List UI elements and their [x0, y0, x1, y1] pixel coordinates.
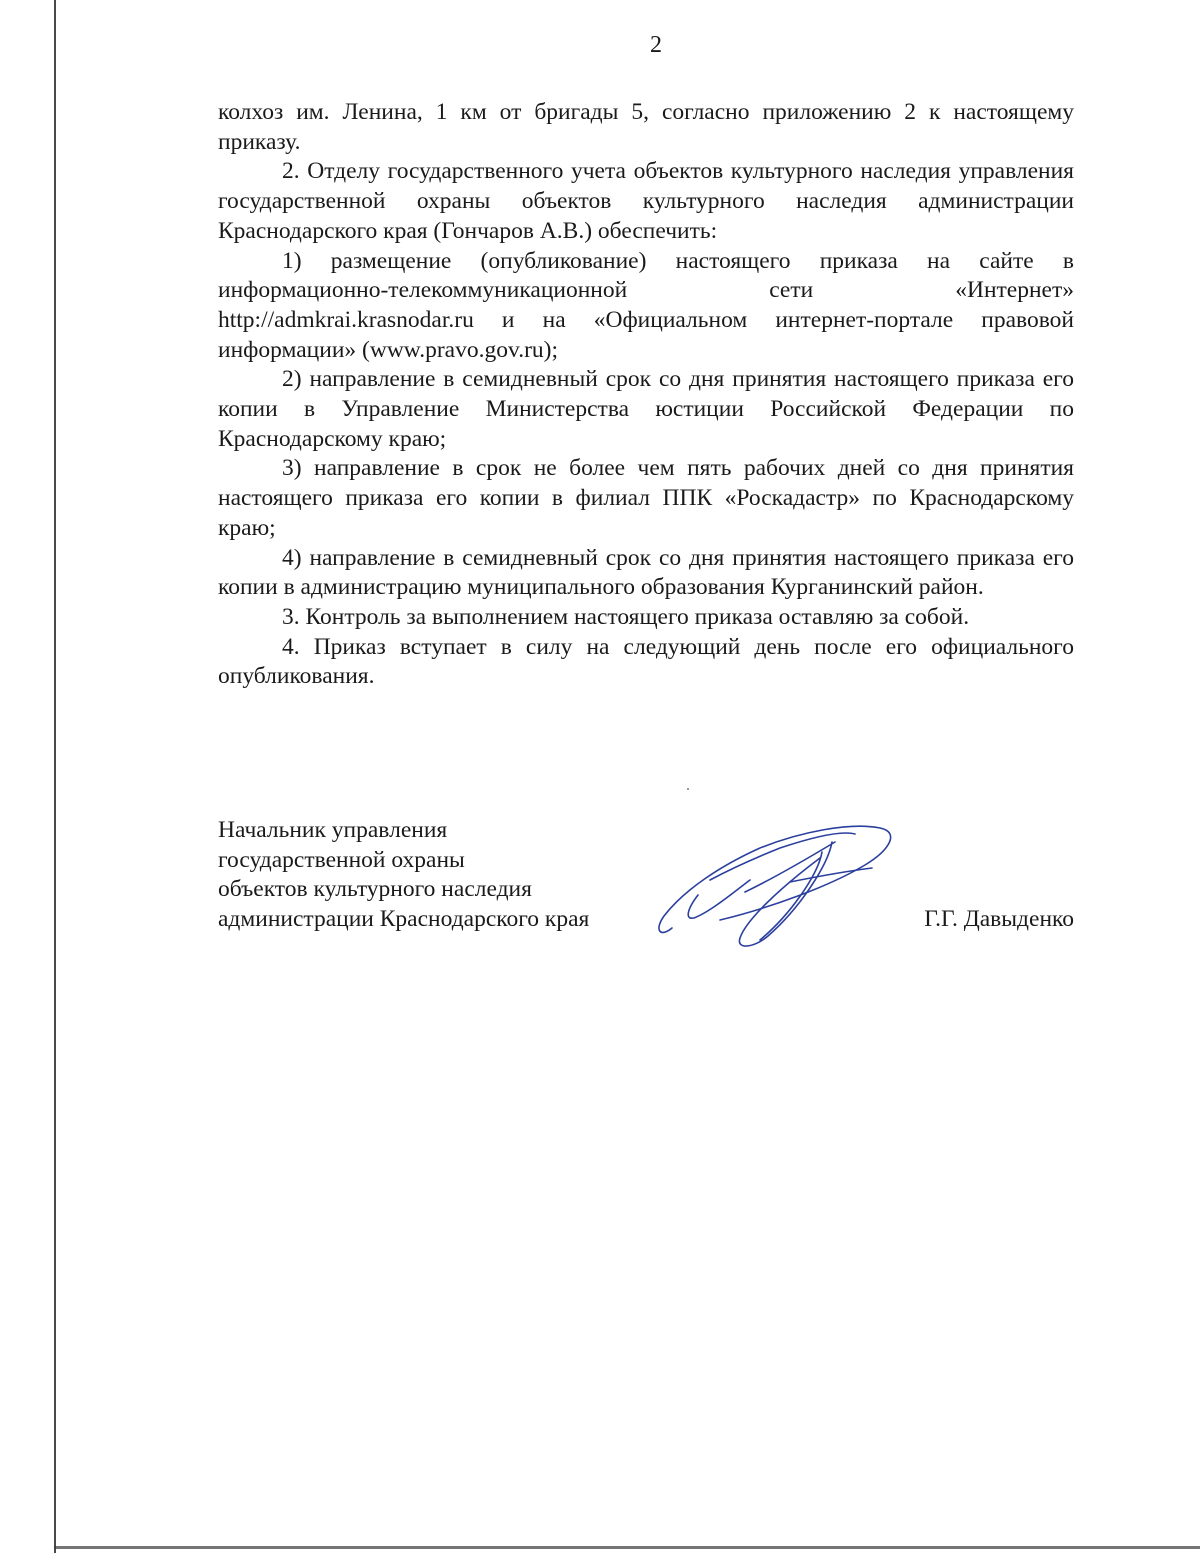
signer-title-line: Начальник управления — [218, 817, 448, 843]
paragraph-subitem-3: 3) направление в срок не более чем пять рабочих дней со дня принятия настоящего приказа его копии в филиал ППК «Роскадастр» по Краснодарскому краю; — [218, 455, 1074, 541]
document-body — [218, 98, 1074, 692]
handwritten-signature — [650, 820, 900, 955]
signer-title-line: администрации Краснодарского края — [218, 906, 590, 933]
signer-title-line: объектов культурного наследия — [218, 876, 532, 903]
signature-block — [218, 816, 1074, 935]
paragraph-item-4: 4. Приказ вступает в силу на следующий день после его официального опубликования. — [218, 633, 1074, 690]
scan-speck — [687, 788, 689, 790]
subitem-1-line1: 1) размещение (опубликование) настоящего приказа на сайте в — [282, 247, 1074, 274]
scan-left-edge — [54, 0, 56, 1553]
subitem-1-rest: http://admkrai.krasnodar.ru и на «Официальном интернет-портале правовой информации» (www.pravo.gov.ru); — [218, 306, 1074, 363]
scan-bottom-edge — [54, 1546, 1200, 1549]
paragraph-item-2: 2. Отделу государственного учета объектов культурного наследия управления государственной охраны объектов культурного наследия администрации Краснодарского края (Гончаров А.В.) обеспечить: — [218, 158, 1074, 244]
paragraph-subitem-4: 4) направление в семидневный срок со дня принятия настоящего приказа его копии в администрацию муниципального образования Курганинский район. — [218, 544, 1074, 601]
paragraph-subitem-1 — [218, 247, 1074, 366]
paragraph-item-3: 3. Контроль за выполнением настоящего приказа оставляю за собой. — [282, 603, 970, 630]
signer-name: Г.Г. Давыденко — [924, 906, 1074, 932]
signer-title-line: государственной охраны — [218, 846, 465, 873]
subitem-1-line2: информационно-телекоммуникационной сети «Интернет» — [218, 277, 1074, 304]
paragraph-subitem-2: 2) направление в семидневный срок со дня принятия настоящего приказа его копии в Управление Министерства юстиции Российской Федерации по Краснодарскому краю; — [218, 366, 1074, 452]
paragraph-continuation: колхоз им. Ленина, 1 км от бригады 5, согласно приложению 2 к настоящему приказу. — [218, 99, 1074, 155]
page-number: 2 — [650, 32, 662, 58]
